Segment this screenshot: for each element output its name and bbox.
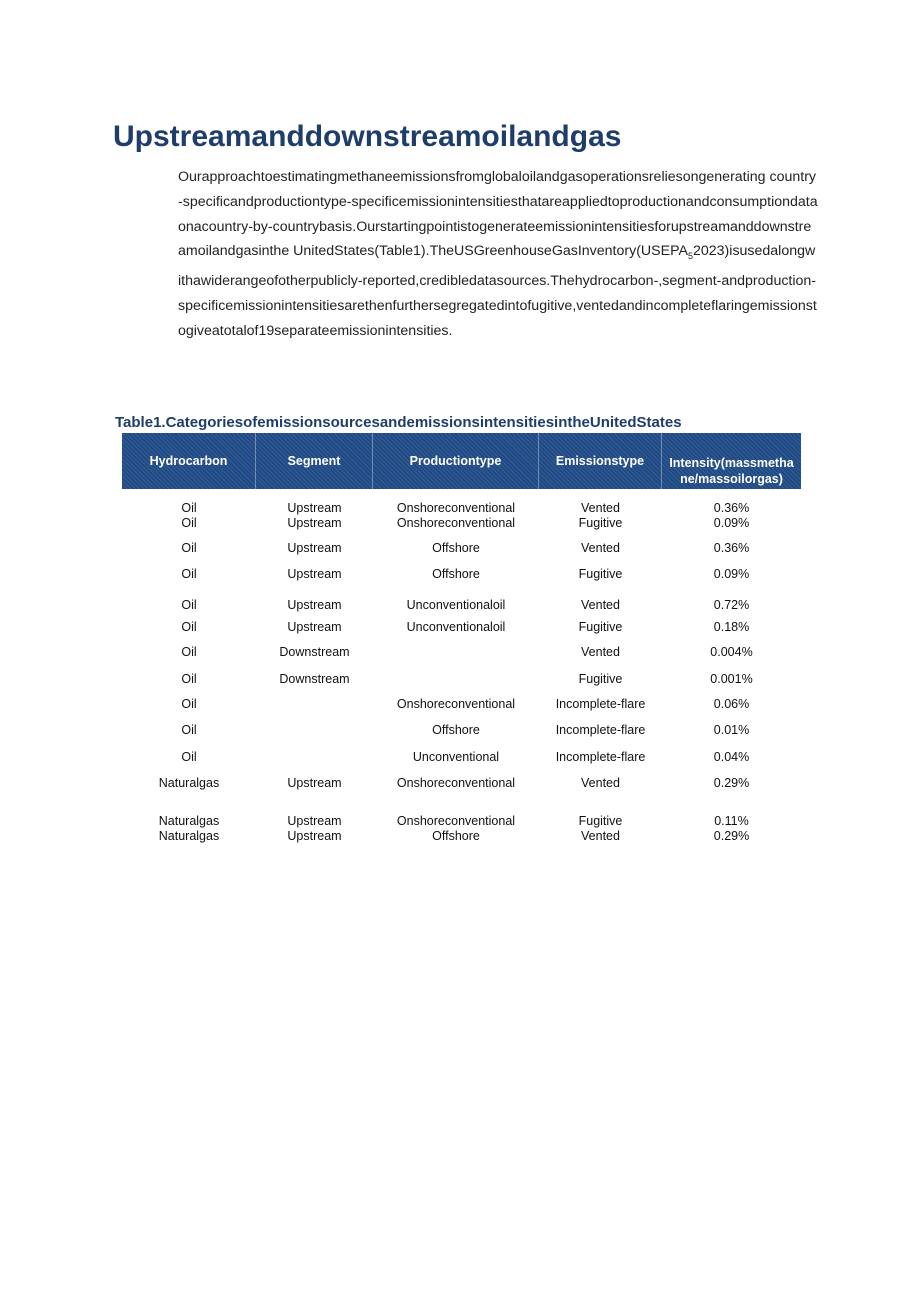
table-row: [122, 814, 801, 829]
cell-hydrocarbon: Oil: [181, 567, 197, 581]
header-emissions-type: Emissionstype: [539, 433, 662, 489]
table-row: [122, 516, 801, 531]
cell-intensity: 0.001%: [710, 672, 753, 686]
table-row: [122, 829, 801, 844]
table-row: [122, 620, 801, 635]
cell-emissions-type: Fugitive: [578, 567, 623, 581]
table-row: [122, 645, 801, 660]
cell-intensity: 0.04%: [713, 750, 750, 764]
table-row: [122, 598, 801, 613]
cell-hydrocarbon: Oil: [181, 750, 197, 764]
cell-hydrocarbon: Oil: [181, 723, 197, 737]
cell-intensity: 0.29%: [713, 829, 750, 843]
cell-production-type: Onshoreconventional: [396, 516, 516, 530]
table-header: [122, 433, 801, 489]
cell-production-type: Offshore: [432, 723, 480, 737]
header-segment: Segment: [256, 433, 373, 489]
cell-production-type: Offshore: [432, 567, 480, 581]
cell-intensity: 0.004%: [710, 645, 753, 659]
cell-intensity: 0.18%: [713, 620, 750, 634]
cell-hydrocarbon: Oil: [181, 645, 197, 659]
cell-emissions-type: Vented: [581, 829, 620, 843]
cell-intensity: 0.36%: [713, 501, 750, 515]
cell-segment: Downstream: [279, 672, 350, 686]
cell-hydrocarbon: Oil: [181, 501, 197, 515]
paragraph-text-part1: Ourapproachtoestimatingmethaneemissionsfromglobaloilandgasoperationsreliesongenerating country-specificandproductiontype-specificemissionintensitiesthatareappliedtoproductionandconsumptiondataonacountry-by-countrybasis.Ourstartingpointistogenerateemissionintensitiesforupstreamanddownstreamoilandgasinthe UnitedStates(Table1).TheUSGreenhouseGasInventory(USEPA: [178, 169, 818, 260]
header-intensity-line2: ne/massoilorgas): [680, 472, 783, 486]
cell-intensity: 0.09%: [713, 516, 750, 530]
table-row: [122, 567, 801, 582]
cell-production-type: Unconventionaloil: [406, 620, 506, 634]
cell-segment: Upstream: [287, 620, 342, 634]
cell-intensity: 0.29%: [713, 776, 750, 790]
cell-emissions-type: Fugitive: [578, 620, 623, 634]
cell-emissions-type: Vented: [581, 645, 620, 659]
cell-hydrocarbon: Oil: [181, 672, 197, 686]
cell-hydrocarbon: Oil: [181, 598, 197, 612]
cell-production-type: Unconventionaloil: [406, 598, 506, 612]
header-intensity: [662, 433, 801, 489]
header-hydrocarbon: Hydrocarbon: [122, 433, 256, 489]
cell-hydrocarbon: Oil: [181, 541, 197, 555]
cell-emissions-type: Vented: [581, 598, 620, 612]
cell-segment: Upstream: [287, 541, 342, 555]
header-production-type: Productiontype: [373, 433, 539, 489]
cell-emissions-type: Fugitive: [578, 814, 623, 828]
cell-emissions-type: Incomplete-flare: [555, 750, 646, 764]
intro-paragraph: [178, 165, 818, 343]
table-row: [122, 750, 801, 765]
cell-emissions-type: Fugitive: [578, 516, 623, 530]
cell-emissions-type: Incomplete-flare: [555, 697, 646, 711]
cell-emissions-type: Vented: [581, 501, 620, 515]
cell-intensity: 0.06%: [713, 697, 750, 711]
table-row: [122, 697, 801, 712]
table-row: [122, 541, 801, 556]
cell-intensity: 0.09%: [713, 567, 750, 581]
cell-hydrocarbon: Oil: [181, 516, 197, 530]
cell-hydrocarbon: Oil: [181, 697, 197, 711]
table-row: [122, 672, 801, 687]
cell-hydrocarbon: Oil: [181, 620, 197, 634]
cell-intensity: 0.36%: [713, 541, 750, 555]
cell-emissions-type: Vented: [581, 776, 620, 790]
cell-intensity: 0.72%: [713, 598, 750, 612]
cell-production-type: Onshoreconventional: [396, 697, 516, 711]
header-intensity-line1: Intensity(massmetha: [669, 456, 794, 470]
cell-emissions-type: Incomplete-flare: [555, 723, 646, 737]
cell-segment: Upstream: [287, 598, 342, 612]
cell-intensity: 0.11%: [714, 814, 749, 828]
table-caption: Table1.CategoriesofemissionsourcesandemissionsintensitiesintheUnitedStates: [115, 414, 682, 431]
paragraph-subscript: 5: [687, 251, 693, 262]
cell-segment: Upstream: [287, 516, 342, 530]
cell-hydrocarbon: Naturalgas: [158, 776, 220, 790]
cell-hydrocarbon: Naturalgas: [158, 829, 220, 843]
cell-production-type: Onshoreconventional: [396, 776, 516, 790]
cell-production-type: Unconventional: [412, 750, 500, 764]
cell-emissions-type: Fugitive: [578, 672, 623, 686]
cell-segment: Upstream: [287, 814, 342, 828]
table-row: [122, 723, 801, 738]
cell-production-type: Offshore: [432, 829, 480, 843]
cell-intensity: 0.01%: [713, 723, 750, 737]
cell-production-type: Onshoreconventional: [396, 501, 516, 515]
paragraph-text-part2: 2023)isusedalongwithawiderangeofotherpublicly-reported,credibledatasources.Thehydrocarbon-,segment-andproduction-specificemissionintensitiesarethenfurthersegregatedintofugitive,ventedandincompleteflaringemissionstogiveatotalof19separateemissionintensities.: [178, 243, 817, 339]
cell-hydrocarbon: Naturalgas: [158, 814, 220, 828]
cell-segment: Upstream: [287, 776, 342, 790]
section-heading: Upstreamanddownstreamoilandgas: [113, 120, 622, 153]
table-row: [122, 776, 801, 791]
cell-production-type: Offshore: [432, 541, 480, 555]
table-row: [122, 501, 801, 516]
cell-emissions-type: Vented: [581, 541, 620, 555]
cell-segment: Upstream: [287, 567, 342, 581]
cell-production-type: Onshoreconventional: [396, 814, 516, 828]
cell-segment: Upstream: [287, 501, 342, 515]
cell-segment: Upstream: [287, 829, 342, 843]
cell-segment: Downstream: [279, 645, 350, 659]
